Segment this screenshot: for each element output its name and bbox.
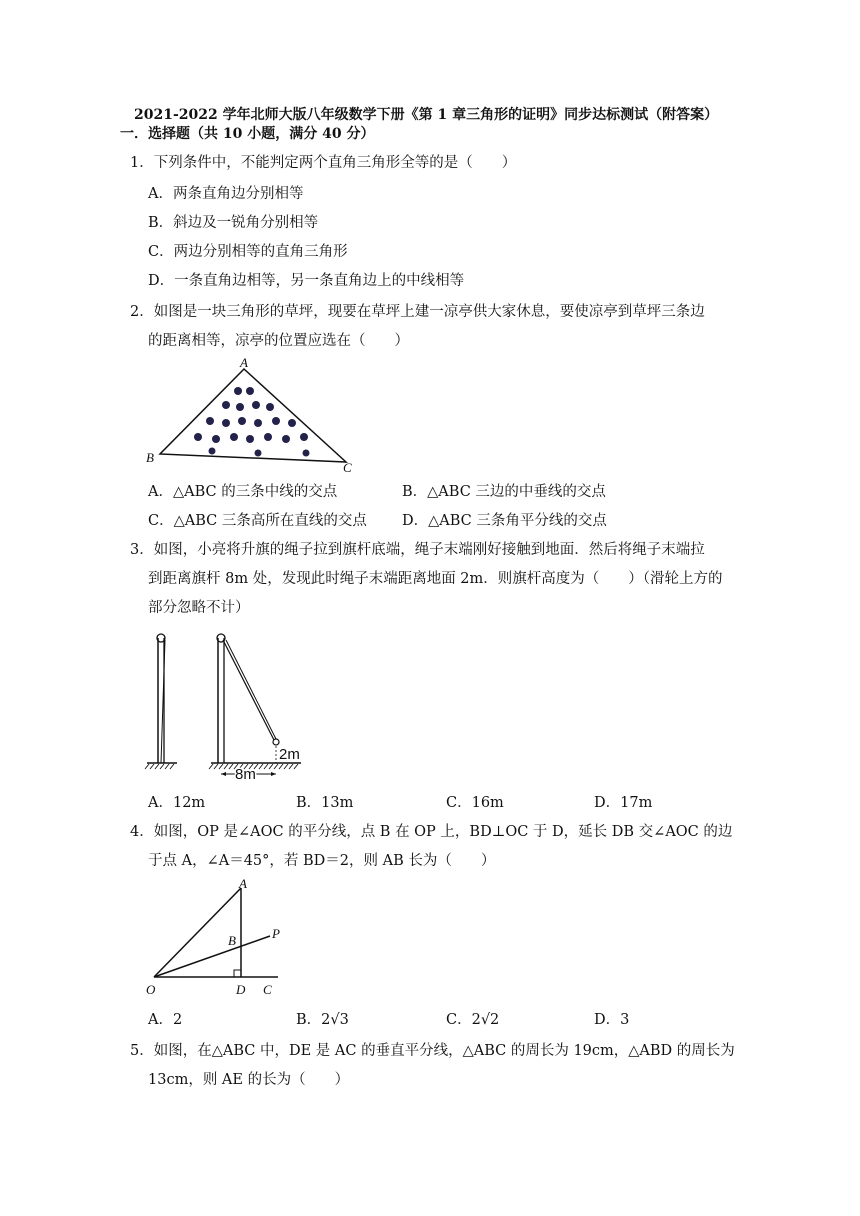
label-c: C (263, 982, 272, 997)
q4-stem-line2: 于点 A，∠A＝45°，若 BD＝2，则 AB 长为（ ） (148, 853, 496, 869)
label-2m: 2m (279, 746, 300, 763)
q1-option-a: A．两条直角边分别相等 (148, 186, 304, 202)
label-d: D (236, 982, 246, 997)
q3-stem-line3: 部分忽略不计） (148, 600, 250, 616)
label-b: B (228, 933, 236, 948)
q4-option-a: A．2 (148, 1012, 183, 1028)
q1-option-d: D．一条直角边相等，另一条直角边上的中线相等 (148, 273, 465, 289)
label-b: B (146, 450, 154, 465)
q2-figure-lawn-triangle (140, 355, 370, 475)
q5-stem-line1: 5．如图，在△ABC 中，DE 是 AC 的垂直平分线，△ABC 的周长为 19cm，△ABD 的周长为 (130, 1043, 735, 1059)
q4-option-c: C．2√2 (446, 1012, 500, 1028)
document-title: 2021-2022 学年北师大版八年级数学下册《第 1 章三角形的证明》同步达标测试（附答案） (134, 107, 719, 123)
q2-stem-line1: 2．如图是一块三角形的草坪，现要在草坪上建一凉亭供大家休息，要使凉亭到草坪三条边 (130, 304, 705, 320)
triangle-abc (160, 369, 346, 462)
q4-option-d: D．3 (594, 1012, 630, 1028)
grass-pattern (194, 387, 310, 457)
q3-option-d: D．17m (594, 795, 653, 811)
q3-option-a: A．12m (148, 795, 206, 811)
q3-figure-flagpole (145, 628, 315, 783)
label-c: C (343, 460, 352, 475)
q2-stem-line2: 的距离相等，凉亭的位置应选在（ ） (148, 333, 409, 349)
label-a: A (239, 876, 247, 891)
q1-stem: 1．下列条件中，不能判定两个直角三角形全等的是（ ） (130, 155, 517, 171)
q4-stem-line1: 4．如图，OP 是∠AOC 的平分线，点 B 在 OP 上，BD⊥OC 于 D，延长 DB 交∠AOC 的边 (130, 824, 733, 840)
q4-figure-angle-bisector (144, 876, 304, 1001)
q3-stem-line2: 到距离旗杆 8m 处，发现此时绳子末端距离地面 2m．则旗杆高度为（ ）（滑轮上方的 (148, 571, 723, 587)
label-o: O (146, 982, 156, 997)
q3-option-c: C．16m (446, 795, 504, 811)
section-heading: 一．选择题（共 10 小题，满分 40 分） (120, 126, 375, 142)
label-8m: 8m (235, 766, 256, 783)
label-a: A (240, 355, 248, 370)
label-p: P (272, 926, 280, 941)
q2-option-d: D．△ABC 三条角平分线的交点 (402, 513, 607, 529)
q3-stem-line1: 3．如图，小亮将升旗的绳子拉到旗杆底端，绳子末端刚好接触到地面．然后将绳子末端拉 (130, 542, 705, 558)
q4-option-b: B．2√3 (296, 1012, 349, 1028)
q1-option-b: B．斜边及一锐角分别相等 (148, 215, 319, 231)
q2-option-c: C．△ABC 三条高所在直线的交点 (148, 513, 367, 529)
q2-option-b: B．△ABC 三边的中垂线的交点 (402, 484, 606, 500)
q2-option-a: A．△ABC 的三条中线的交点 (148, 484, 338, 500)
q1-option-c: C．两边分别相等的直角三角形 (148, 244, 348, 260)
q3-option-b: B．13m (296, 795, 354, 811)
q5-stem-line2: 13cm，则 AE 的长为（ ） (148, 1072, 350, 1088)
